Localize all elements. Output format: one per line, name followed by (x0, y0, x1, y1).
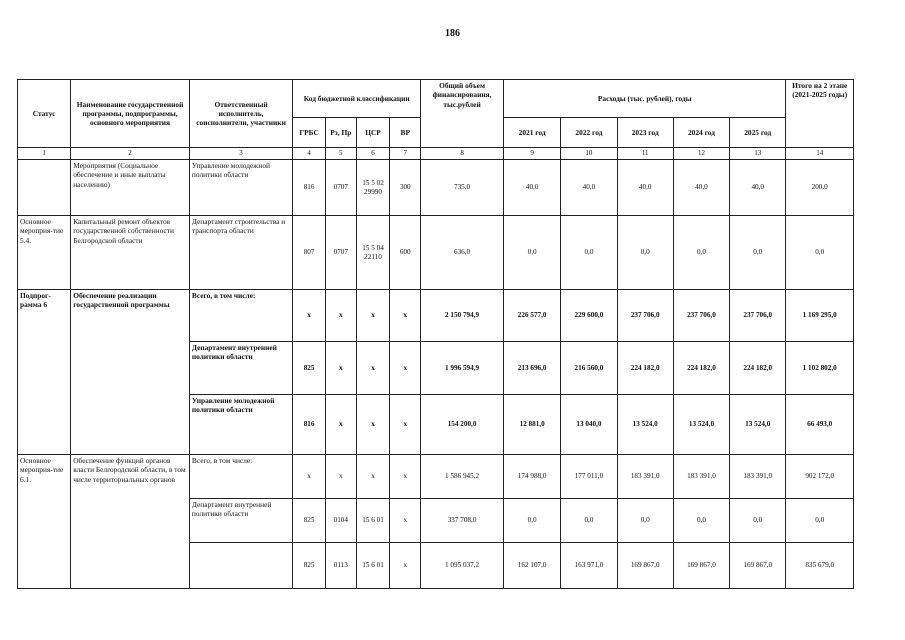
cell-2023: 237 706,0 (617, 290, 673, 342)
cell-responsible: Департамент строительства и транспорта области (189, 216, 292, 290)
cell-name: Обеспечение функций органов власти Белгородской области, в том числе территориальных органов (71, 455, 190, 589)
cell-total: 735,0 (421, 160, 504, 216)
cell-2024: 40,0 (673, 160, 729, 216)
col-number: 12 (673, 148, 729, 160)
cell-2021: 162 107,0 (504, 543, 561, 589)
cell-vr: х (390, 543, 421, 589)
cell-vr: х (390, 342, 421, 395)
cell-2022: 163 971,0 (561, 543, 617, 589)
cell-grbs: 816 (293, 160, 326, 216)
cell-stage-total: 200,0 (786, 160, 854, 216)
cell-2025: 0,0 (730, 499, 786, 543)
table-row (18, 455, 854, 499)
cell-2022: 13 040,0 (561, 395, 617, 455)
cell-status: Основное мероприя-тие 5.4. (18, 216, 71, 290)
cell-total: 1 996 594,9 (421, 342, 504, 395)
cell-2021: 40,0 (504, 160, 561, 216)
table-row (18, 160, 854, 216)
cell-grbs: 825 (293, 543, 326, 589)
cell-vr: х (390, 290, 421, 342)
col-number: 7 (390, 148, 421, 160)
col-number: 11 (617, 148, 673, 160)
cell-csr: 15 6 01 (356, 499, 390, 543)
cell-stage-total: 835 679,0 (786, 543, 854, 589)
cell-rz: 0113 (325, 543, 356, 589)
column-number-row (18, 148, 854, 160)
cell-responsible (189, 543, 292, 589)
cell-csr: х (356, 290, 390, 342)
cell-name: Мероприятия (Социальное обеспечение и иные выплаты населению) (71, 160, 190, 216)
cell-total: 2 150 794,9 (421, 290, 504, 342)
cell-2025: 183 391,0 (730, 455, 786, 499)
cell-grbs: 825 (293, 342, 326, 395)
cell-2021: 0,0 (504, 216, 561, 290)
table-row (18, 290, 854, 342)
cell-csr: 15 6 01 (356, 543, 390, 589)
cell-grbs: 825 (293, 499, 326, 543)
header-stage-total: Итого на 2 этапе (2021-2025 годы) (786, 80, 854, 148)
col-number: 14 (786, 148, 854, 160)
cell-2025: 13 524,0 (730, 395, 786, 455)
header-2022: 2022 год (561, 118, 617, 148)
cell-2022: 40,0 (561, 160, 617, 216)
cell-vr: х (390, 499, 421, 543)
header-name: Наименование государственной программы, подпрограммы, основного мероприятия (71, 80, 190, 148)
cell-2022: 229 600,0 (561, 290, 617, 342)
header-vr: ВР (390, 118, 421, 148)
cell-stage-total: 902 172,0 (786, 455, 854, 499)
cell-csr: х (356, 395, 390, 455)
cell-status: Основное мероприя-тие 6.1. (18, 455, 71, 589)
cell-2022: 216 560,0 (561, 342, 617, 395)
cell-2023: 40,0 (617, 160, 673, 216)
header-status: Статус (18, 80, 71, 148)
header-rz: Рз, Пр (325, 118, 356, 148)
col-number: 2 (71, 148, 190, 160)
cell-2024: 183 391,0 (673, 455, 729, 499)
cell-2024: 0,0 (673, 216, 729, 290)
cell-csr: 15 5 04 22110 (356, 216, 390, 290)
cell-name: Капитальный ремонт объектов государственной собственности Белгородской области (71, 216, 190, 290)
cell-rz: х (325, 395, 356, 455)
cell-name: Обеспечение реализации государственной программы (71, 290, 190, 455)
cell-2025: 0,0 (730, 216, 786, 290)
header-2023: 2023 год (617, 118, 673, 148)
cell-responsible: Департамент внутренней политики области (189, 342, 292, 395)
cell-2023: 0,0 (617, 216, 673, 290)
cell-stage-total: 1 102 802,0 (786, 342, 854, 395)
col-number: 9 (504, 148, 561, 160)
cell-rz: х (325, 455, 356, 499)
cell-status (18, 160, 71, 216)
header-2024: 2024 год (673, 118, 729, 148)
cell-2021: 12 881,0 (504, 395, 561, 455)
cell-grbs: х (293, 455, 326, 499)
cell-grbs: х (293, 290, 326, 342)
cell-stage-total: 1 169 295,0 (786, 290, 854, 342)
cell-2024: 224 182,0 (673, 342, 729, 395)
col-number: 10 (561, 148, 617, 160)
budget-table (17, 79, 854, 589)
page-number: 186 (445, 28, 460, 39)
cell-responsible: Департамент внутренней политики области (189, 499, 292, 543)
cell-2024: 237 706,0 (673, 290, 729, 342)
cell-responsible: Управление молодежной политики области (189, 160, 292, 216)
header-csr: ЦСР (356, 118, 390, 148)
cell-2025: 169 867,0 (730, 543, 786, 589)
header-grbs: ГРБС (293, 118, 326, 148)
header-2021: 2021 год (504, 118, 561, 148)
cell-csr: 15 5 02 29990 (356, 160, 390, 216)
cell-2022: 177 011,0 (561, 455, 617, 499)
cell-responsible: Всего, в том числе: (189, 290, 292, 342)
col-number: 5 (325, 148, 356, 160)
cell-2023: 169 867,0 (617, 543, 673, 589)
cell-responsible: Всего, в том числе: (189, 455, 292, 499)
cell-vr: 300 (390, 160, 421, 216)
col-number: 1 (18, 148, 71, 160)
cell-total: 154 200,0 (421, 395, 504, 455)
cell-total: 1 095 037,2 (421, 543, 504, 589)
cell-stage-total: 66 493,0 (786, 395, 854, 455)
header-responsible: Ответственный исполнитель, соисполнители, участники (189, 80, 292, 148)
cell-vr: 600 (390, 216, 421, 290)
cell-2023: 224 182,0 (617, 342, 673, 395)
cell-responsible: Управление молодежной политики области (189, 395, 292, 455)
col-number: 6 (356, 148, 390, 160)
cell-rz: х (325, 342, 356, 395)
cell-vr: х (390, 455, 421, 499)
cell-total: 636,0 (421, 216, 504, 290)
header-budget-code: Код бюджетной классификации (293, 80, 421, 118)
cell-2023: 0,0 (617, 499, 673, 543)
cell-total: 1 586 945,2 (421, 455, 504, 499)
cell-csr: х (356, 342, 390, 395)
col-number: 3 (189, 148, 292, 160)
cell-2022: 0,0 (561, 216, 617, 290)
cell-2021: 174 988,0 (504, 455, 561, 499)
cell-csr: х (356, 455, 390, 499)
col-number: 8 (421, 148, 504, 160)
cell-stage-total: 0,0 (786, 499, 854, 543)
cell-total: 337 708,0 (421, 499, 504, 543)
cell-2024: 0,0 (673, 499, 729, 543)
cell-2024: 169 867,0 (673, 543, 729, 589)
cell-2024: 13 524,0 (673, 395, 729, 455)
cell-rz: х (325, 290, 356, 342)
cell-grbs: 816 (293, 395, 326, 455)
cell-2021: 0,0 (504, 499, 561, 543)
col-number: 13 (730, 148, 786, 160)
table-row (18, 216, 854, 290)
cell-rz: 0104 (325, 499, 356, 543)
cell-2023: 13 524,0 (617, 395, 673, 455)
cell-rz: 0707 (325, 216, 356, 290)
cell-vr: х (390, 395, 421, 455)
header-2025: 2025 год (730, 118, 786, 148)
cell-rz: 0707 (325, 160, 356, 216)
cell-2025: 237 706,0 (730, 290, 786, 342)
cell-2023: 183 391,0 (617, 455, 673, 499)
cell-2022: 0,0 (561, 499, 617, 543)
col-number: 4 (293, 148, 326, 160)
header-total: Общий объем финансирования, тыс.рублей (421, 80, 504, 148)
cell-2021: 213 696,0 (504, 342, 561, 395)
cell-status: Подпрог-рамма 6 (18, 290, 71, 455)
cell-grbs: 807 (293, 216, 326, 290)
cell-2025: 40,0 (730, 160, 786, 216)
cell-2021: 226 577,0 (504, 290, 561, 342)
header-expenses: Расходы (тыс. рублей), годы (504, 80, 786, 118)
cell-stage-total: 0,0 (786, 216, 854, 290)
cell-2025: 224 182,0 (730, 342, 786, 395)
